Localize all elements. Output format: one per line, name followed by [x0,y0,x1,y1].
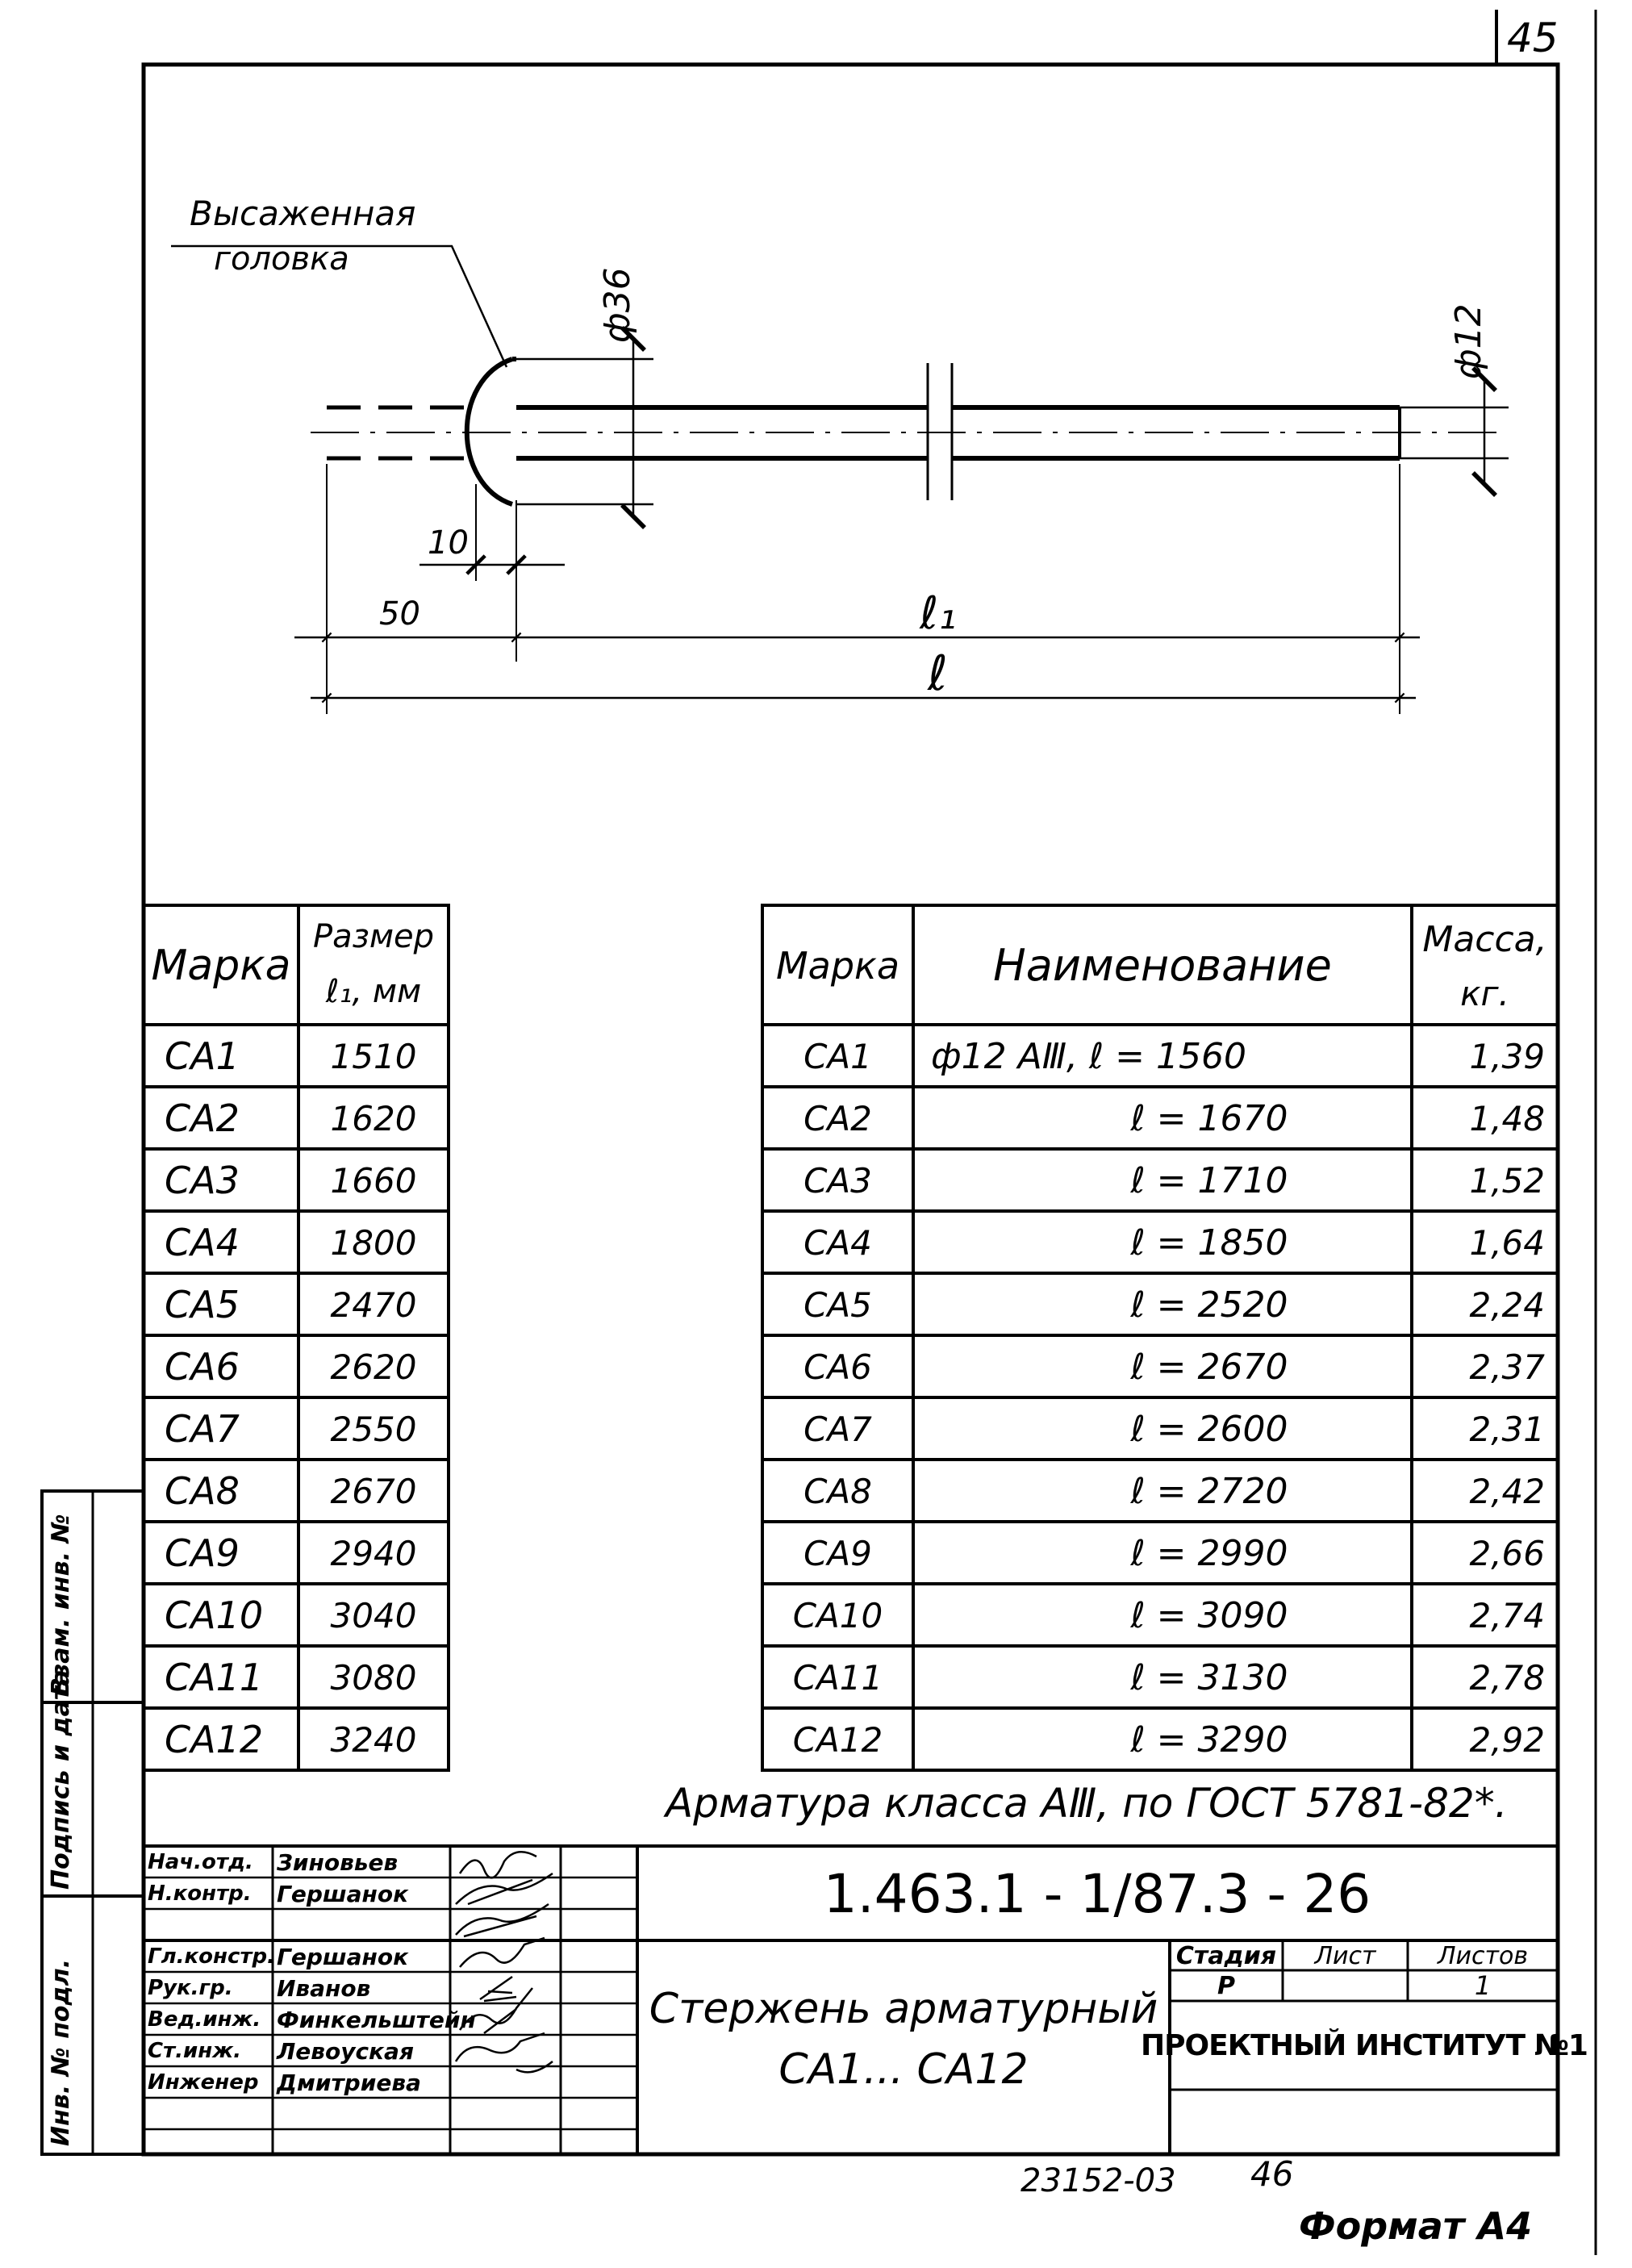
spec-header-mass-line2: кг. [1460,973,1509,1013]
size-row-mark: СА3 [165,1159,240,1202]
signature-role: Вед.инж. [148,2007,261,2032]
dim-l1: ℓ₁ [920,587,957,640]
signature-scribbles [456,1852,553,2072]
side-stamp-inv-replace: Взам. инв. № [47,1514,75,1696]
size-row-value: 2670 [330,1471,417,1511]
size-row-mark: СА2 [165,1096,240,1140]
signature-name: Иванов [277,1974,371,2002]
spec-row-name: ℓ = 2990 [1130,1532,1288,1574]
page-number: 45 [1507,15,1559,61]
spec-row-mark: СА2 [803,1098,872,1138]
spec-row-mark: СА10 [792,1595,883,1635]
spec-row-name: ℓ = 2720 [1130,1470,1288,1512]
spec-row-name: ℓ = 2520 [1130,1284,1288,1326]
callout-label-line1: Высаженная [190,194,416,233]
spec-row-mass: 2,37 [1469,1347,1545,1387]
size-header-size-line1: Размер [312,918,435,955]
spec-row-name: ℓ = 1710 [1130,1159,1288,1201]
spec-row-mark: СА6 [803,1347,872,1387]
size-row-mark: СА12 [165,1718,264,1761]
size-row-mark: СА4 [165,1221,240,1264]
size-row-value: 2470 [330,1284,417,1325]
spec-row-name: ℓ = 2600 [1130,1408,1288,1450]
spec-row-name: ℓ = 1670 [1130,1097,1288,1139]
title-line1: Стержень арматурный [649,1985,1158,2033]
spec-row-mark: СА4 [803,1222,872,1263]
size-row-value: 2940 [330,1533,417,1573]
title-line2: СА1... СА12 [778,2045,1029,2094]
spec-row-name: ℓ = 3290 [1130,1719,1288,1761]
spec-row-mark: СА9 [803,1533,872,1573]
signature-name: Гершанок [277,1943,409,1970]
spec-note: Арматура класса АⅢ, по ГОСТ 5781-82*. [666,1780,1508,1827]
spec-row-name: ℓ = 3130 [1130,1656,1288,1698]
spec-row-mass: 1,52 [1469,1160,1545,1201]
spec-row-name: ℓ = 1850 [1130,1222,1288,1263]
spec-row-mark: СА3 [803,1160,872,1201]
spec-row-mass: 2,66 [1469,1533,1545,1573]
size-row-mark: СА8 [165,1469,240,1513]
size-row-mark: СА10 [165,1593,264,1637]
size-row-value: 1660 [330,1160,417,1201]
spec-row-name: ℓ = 2670 [1130,1346,1288,1388]
signature-role: Гл.констр. [148,1944,275,1969]
size-header-size-line2: ℓ₁, мм [325,973,422,1010]
spec-row-mark: СА8 [803,1471,872,1511]
spec-row-mark: СА7 [803,1409,872,1449]
stage-value: Р [1217,1971,1235,2000]
signature-name: Левоуская [277,2037,414,2065]
sheet-header: Лист [1314,1941,1376,1970]
callout-label-line2: головка [214,240,349,278]
spec-row-mass: 2,92 [1469,1719,1545,1760]
format-label: Формат А4 [1299,2204,1533,2248]
sheets-value: 1 [1474,1970,1492,2001]
size-row-mark: СА9 [165,1531,240,1575]
side-stamp-inv-orig: Инв. № подл. [47,1958,75,2146]
spec-row-mass: 2,31 [1469,1409,1545,1449]
dim-head-diameter: ф36 [597,267,638,343]
archive-number: 23152-03 [1021,2162,1176,2199]
archive-suffix: 46 [1250,2154,1294,2194]
size-row-value: 3040 [330,1595,417,1635]
size-row-value: 3080 [330,1657,417,1698]
size-row-mark: СА11 [165,1656,264,1699]
spec-header-mark: Марка [775,943,900,988]
spec-row-name: ф12 АⅢ, ℓ = 1560 [931,1035,1246,1077]
size-row-value: 1800 [330,1222,417,1263]
spec-row-mass: 2,42 [1469,1471,1545,1511]
signature-name: Зиновьев [277,1848,399,1876]
spec-row-mark: СА5 [803,1284,872,1325]
size-row-value: 2550 [330,1409,417,1449]
spec-row-mark: СА11 [792,1657,883,1698]
spec-row-mass: 1,48 [1469,1098,1545,1138]
size-row-value: 1620 [330,1098,417,1138]
dim-offset: 50 [379,595,420,633]
signature-name: Финкельштейн [277,2006,476,2033]
spec-row-mark: СА1 [803,1036,872,1076]
organization: ПРОЕКТНЫЙ ИНСТИТУТ №1 [1141,2028,1588,2062]
spec-row-mass: 2,24 [1469,1284,1545,1325]
size-row-mark: СА7 [165,1407,240,1451]
size-row-mark: СА6 [165,1345,240,1389]
spec-header-mass-line1: Масса, [1422,918,1547,960]
dim-head-length: 10 [428,524,469,562]
size-row-value: 3240 [330,1719,417,1760]
dim-bar-diameter: ф12 [1448,303,1489,379]
size-header-mark: Марка [151,941,291,990]
spec-row-mass: 1,39 [1469,1036,1545,1076]
spec-row-name: ℓ = 3090 [1130,1594,1288,1636]
dim-l: ℓ [928,645,948,702]
spec-row-mark: СА12 [792,1719,883,1760]
signature-role: Инженер [148,2070,259,2095]
signature-role: Ст.инж. [148,2039,241,2063]
document-code: 1.463.1 - 1/87.3 - 26 [823,1862,1371,1925]
spec-row-mass: 2,78 [1469,1657,1545,1698]
sheet-value [1284,1972,1406,1999]
signature-name: Дмитриева [277,2069,421,2096]
side-stamp-sign-date: Подпись и дата [47,1669,75,1890]
size-row-value: 1510 [330,1036,417,1076]
signature-role: Рук.гр. [148,1976,233,2000]
signature-role: Н.контр. [148,1882,252,1906]
size-row-value: 2620 [330,1347,417,1387]
spec-row-mass: 1,64 [1469,1222,1545,1263]
size-row-mark: СА1 [165,1034,240,1078]
rod-drawing [171,246,1509,714]
size-row-mark: СА5 [165,1283,240,1326]
spec-row-mass: 2,74 [1469,1595,1545,1635]
signature-name: Гершанок [277,1880,409,1907]
stage-header: Стадия [1175,1941,1277,1970]
signature-role: Нач.отд. [148,1850,253,1874]
spec-header-name: Наименование [993,940,1332,991]
sheets-header: Листов [1437,1941,1529,1970]
